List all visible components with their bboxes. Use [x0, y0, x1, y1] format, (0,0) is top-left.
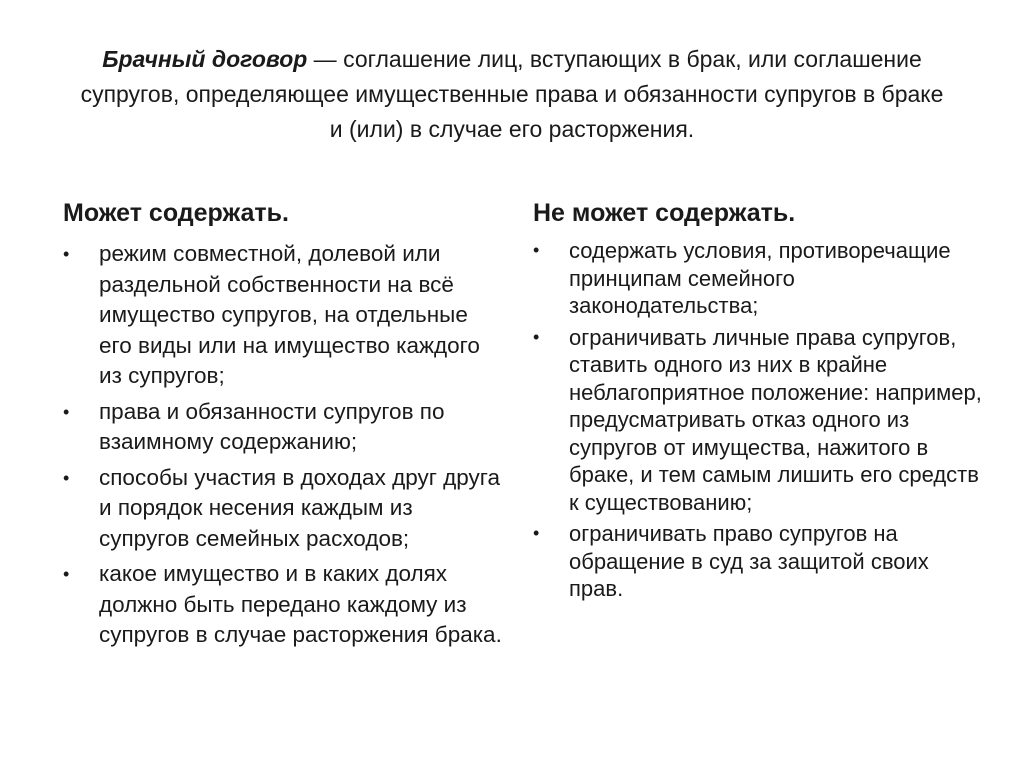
list-item-text: содержать условия, противоречащие принципам семейного законодательства;	[569, 238, 951, 318]
list-item	[63, 463, 503, 555]
bullet-icon: •	[533, 240, 540, 260]
bullet-icon: •	[63, 244, 70, 264]
list-item	[63, 559, 503, 651]
list-item-text: режим совместной, долевой или раздельной собственности на всё имущество супругов, на отдельные его виды или на имущество каждого из супругов;	[99, 241, 480, 388]
list-item-text: какое имущество и в каких долях должно быть передано каждому из супругов в случае расторжения брака.	[99, 561, 502, 647]
definition-paragraph	[80, 42, 944, 147]
list-item	[533, 237, 983, 320]
list-item	[533, 324, 983, 517]
definition-text: — соглашение лиц, вступающих в брак, или соглашение супругов, определяющее имущественные права и обязанности супругов в браке и (или) в случае его расторжения.	[80, 46, 944, 142]
may-not-contain-heading: Не может содержать.	[533, 199, 796, 227]
list-item	[533, 520, 983, 603]
list-item-text: права и обязанности супругов по взаимному содержанию;	[99, 398, 445, 454]
list-item-text: ограничивать личные права супругов, ставить одного из них в крайне неблагоприятное положение: например, предусматривать отказ одного из супругов от имущества, нажитого в браке, и тем самым лишить его средств к существованию;	[569, 324, 982, 515]
bullet-icon: •	[63, 467, 70, 488]
list-item-text: ограничивать право супругов на обращение в суд за защитой своих прав.	[569, 521, 929, 601]
may-contain-column	[63, 197, 503, 656]
bullet-icon: •	[533, 523, 540, 543]
may-not-contain-column	[533, 197, 983, 607]
definition-term: Брачный договор	[102, 46, 308, 72]
may-not-contain-list	[533, 237, 983, 603]
list-item	[63, 397, 503, 458]
may-contain-list	[63, 239, 503, 651]
list-item-text: способы участия в доходах друг друга и порядок несения каждым из супругов семейных расходов;	[99, 464, 501, 551]
list-item	[63, 239, 503, 392]
bullet-icon: •	[63, 401, 70, 422]
bullet-icon: •	[533, 326, 540, 347]
may-contain-heading: Может содержать.	[63, 199, 289, 227]
bullet-icon: •	[63, 564, 70, 584]
